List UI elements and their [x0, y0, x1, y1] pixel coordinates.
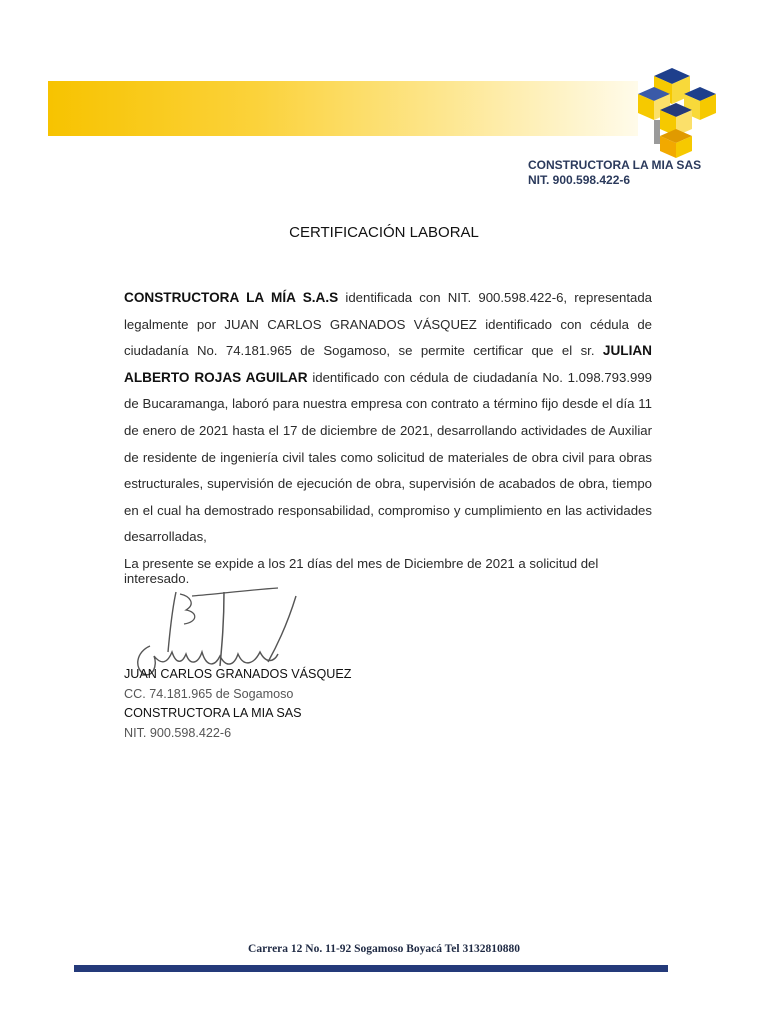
company-logo-icon: [632, 64, 722, 160]
header-company-block: [528, 158, 701, 188]
signer-block: [124, 665, 351, 743]
company-name-bold: CONSTRUCTORA LA MÍA S.A.S: [124, 290, 339, 305]
header-nit: NIT. 900.598.422-6: [528, 173, 631, 187]
document-title: CERTIFICACIÓN LABORAL: [289, 224, 479, 241]
footer-bar: [74, 965, 668, 972]
paragraph-part-a: identificada con NIT. 900.598.422-6, representada legalmente por JUAN CARLOS GRANADOS VÁSQUEZ identificado con cédula de ciudadanía No. 74.181.965 de Sogamoso, se permite certificar que el sr.: [124, 290, 652, 359]
header-company-name: CONSTRUCTORA LA MIA SAS: [528, 158, 702, 172]
footer-address: Carrera 12 No. 11-92 Sogamoso Boyacá Tel 3132810880: [248, 943, 520, 955]
paragraph-part-b: identificado con cédula de ciudadanía No. 1.098.793.999 de Bucaramanga, laboró para nuestra empresa con contrato a término fijo desde el día 11 de enero de 2021 hasta el 17 de diciembre de 2021, desarrollando actividades de Auxiliar de residente de ingeniería civil tales como solicitud de materiales de obra civil para obras estructurales, supervisión de ejecución de obra, supervisión de acabados de obra, tiempo en el cual ha demostrado responsabilidad, compromiso y cumplimiento en las actividades desarrolladas,: [124, 369, 652, 545]
signer-id: CC. 74.181.965 de Sogamoso: [124, 686, 294, 701]
signer-name: JUAN CARLOS GRANADOS VÁSQUEZ: [124, 667, 352, 681]
signer-company: CONSTRUCTORA LA MIA SAS: [124, 706, 302, 720]
signer-nit: NIT. 900.598.422-6: [124, 725, 232, 740]
expedition-statement: La presente se expide a los 21 días del mes de Diciembre de 2021 a solicitud del interesado.: [124, 556, 599, 586]
certification-paragraph: [124, 285, 652, 551]
header-banner: [48, 81, 638, 136]
employee-name-bold: JULIAN ALBERTO ROJAS AGUILAR: [124, 343, 652, 385]
